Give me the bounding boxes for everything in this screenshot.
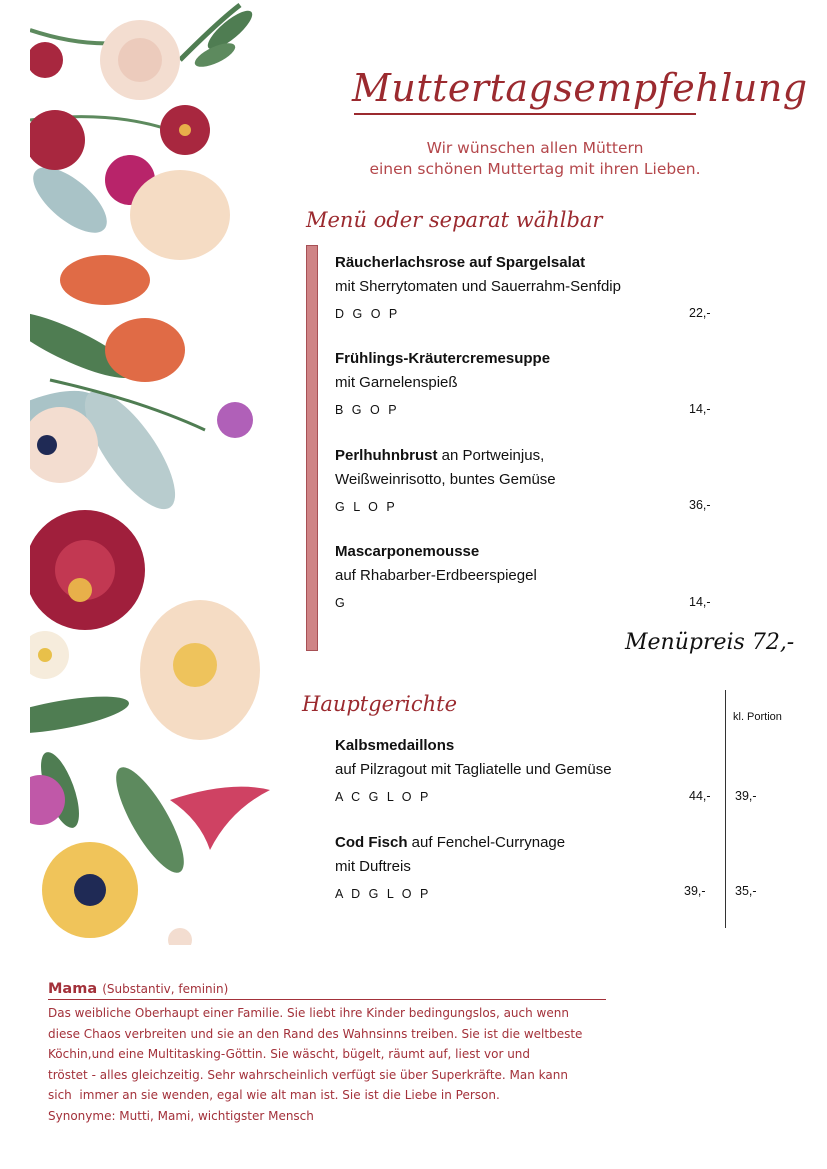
menu-item [335,444,735,516]
item-name: Mascarponemousse [335,543,480,560]
definition-box [48,978,618,1126]
item-small-price: 39,- [735,789,757,803]
item-name: Perlhuhnbrust [335,447,438,464]
item-price: 14,- [689,595,711,609]
item-description: Weißweinrisotto, buntes Gemüse [335,471,556,488]
main-dishes-heading: Hauptgerichte [302,692,458,716]
item-allergens: A C G L O P [335,790,431,804]
item-small-price: 35,- [735,884,757,898]
item-name-rest: an Portweinjus, [437,447,545,464]
definition-rule [48,999,606,1000]
item-description: mit Sherrytomaten und Sauerrahm-Senfdip [335,278,621,295]
item-name-rest: auf Fenchel-Currynage [407,834,566,851]
item-name: Kalbsmedaillons [335,737,455,754]
menu-item [335,251,735,323]
definition-line: Das weibliche Oberhaupt einer Familie. Sie liebt ihre Kinder bedingungslos, auch wenn [48,1006,569,1020]
item-description: auf Pilzragout mit Tagliatelle und Gemüse [335,761,612,778]
item-allergens: G L O P [335,500,398,514]
definition-line: tröstet - alles gleichzeitig. Sehr wahrscheinlich verfügt sie über Superkräfte. Man kann [48,1067,568,1082]
item-allergens: D G O P [335,307,400,321]
definition-synonyms: Synonyme: Mutti, Mami, wichtigster Mensch [48,1108,314,1123]
item-price: 22,- [689,306,711,320]
item-price: 44,- [689,789,711,803]
definition-line: Köchin,und eine Multitasking-Göttin. Sie wäscht, bügelt, räumt auf, liest vor und [48,1047,531,1061]
menu-item [335,540,735,612]
item-name: Frühlings-Kräutercremesuppe [335,350,551,367]
item-name: Räucherlachsrose auf Spargelsalat [335,254,586,271]
item-price: 14,- [689,402,711,416]
definition-word: Mama [48,981,98,997]
item-price: 39,- [684,884,706,898]
menu-heading: Menü oder separat wählbar [306,208,603,232]
menu-side-bar [306,245,318,651]
greeting-line-2: einen schönen Muttertag mit ihren Lieben. [369,160,701,178]
definition-type: (Substantiv, feminin) [102,982,229,996]
main-dish-item [335,831,735,903]
menu-total-price: Menüpreis 72,- [625,630,795,655]
greeting-line-1: Wir wünschen allen Müttern [426,139,644,157]
title-underline [354,113,696,115]
definition-line: diese Chaos verbreiten und sie an den Rand des Wahnsinns treiben. Sie ist die weltbeste [48,1026,583,1041]
small-portion-label: kl. Portion [733,711,782,723]
item-allergens: B G O P [335,403,400,417]
item-allergens: A D G L O P [335,887,431,901]
item-description: auf Rhabarber-Erdbeerspiegel [335,567,537,584]
item-description: mit Duftreis [335,858,411,875]
item-price: 36,- [689,498,711,512]
item-name: Cod Fisch [335,834,408,851]
floral-border-illustration [30,0,270,945]
menu-item [335,347,735,419]
definition-line: sich immer an sie wenden, egal wie alt man ist. Sie ist die Liebe in Person. [48,1088,500,1102]
page-title: Muttertagsempfehlung [352,66,808,110]
main-dish-item [335,734,735,806]
item-allergens: G [335,596,348,610]
item-description: mit Garnelenspieß [335,374,458,391]
